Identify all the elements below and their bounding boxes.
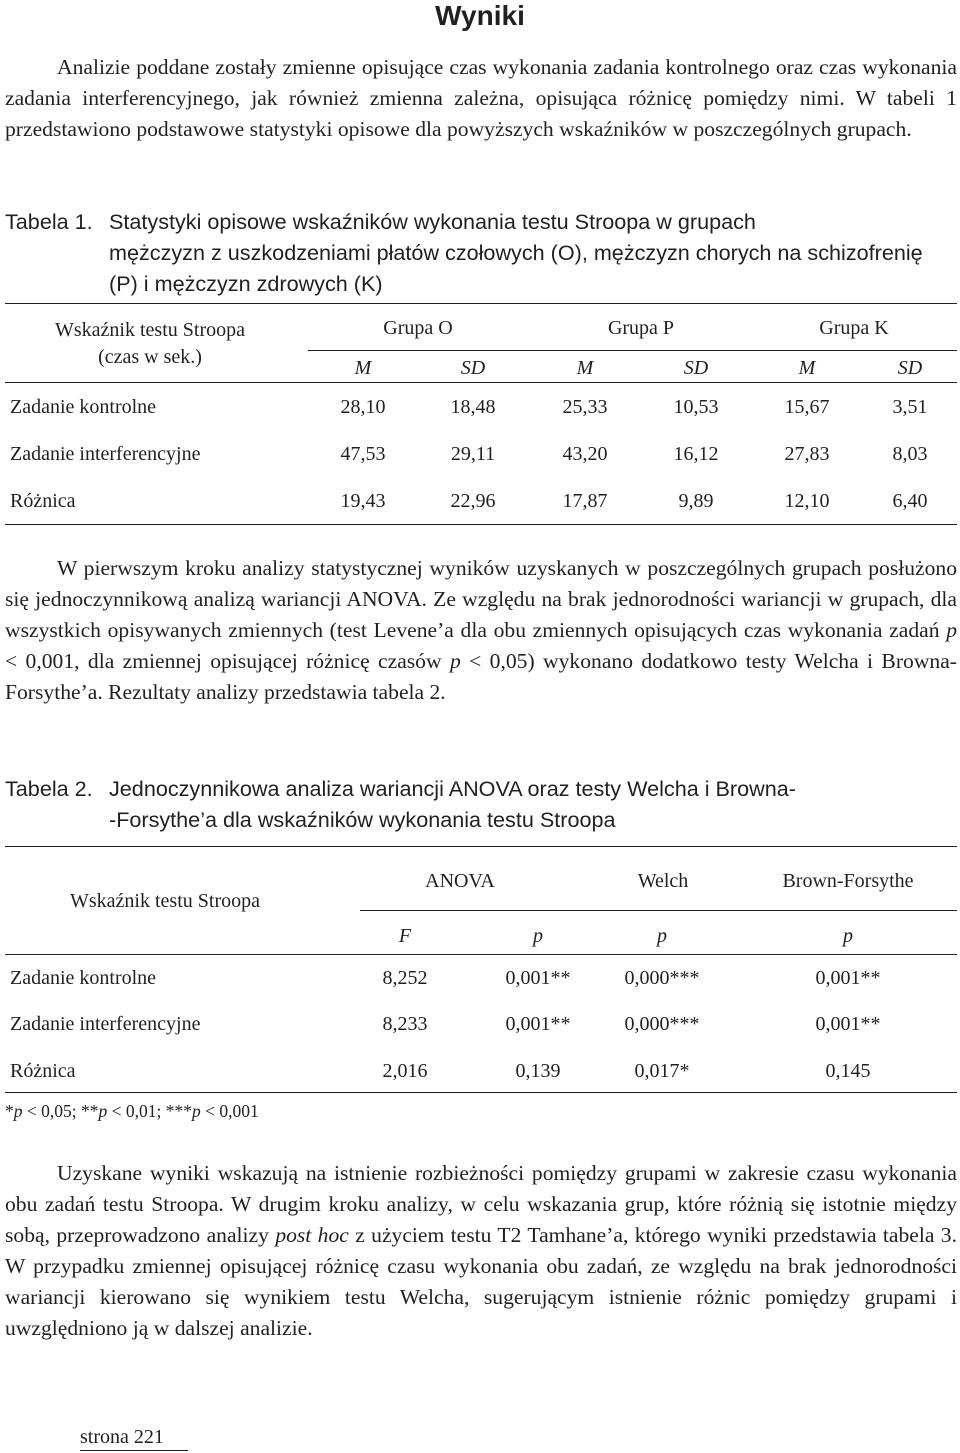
table1-cell: 8,03 xyxy=(892,443,928,465)
table1-col-header: SD xyxy=(683,357,709,379)
table1-cell: 3,51 xyxy=(892,396,928,418)
table1-cell: 28,10 xyxy=(340,396,386,418)
table1-cell: 29,11 xyxy=(450,443,496,465)
table2-caption-continuation: -Forsythe’a dla wskaźników wykonania testu Stroopa xyxy=(109,807,616,832)
table1-header-rule xyxy=(5,382,957,383)
table2-cell: 0,000*** xyxy=(624,1013,700,1035)
table1-group-p-header: Grupa P xyxy=(607,317,675,339)
table2-row-label: Różnica xyxy=(10,1060,76,1082)
paragraph-post-hoc: Uzyskane wyniki wskazują na istnienie rozbieżności pomiędzy grupami w zakresie czasu wykonania obu zadań testu Stroopa. W drugim kroku analizy, w celu wskazania grup, które różnią się istotnie między sobą, przeprowadzono analizy post hoc z użyciem testu T2 Tamhane’a, którego wyniki przedstawia tabela 3. W przypadku zmiennej opisującej różnicę czasu wykonania obu zadań, ze względu na brak jednorodności wariancji kierowano się wynikiem testu Welcha, sugerującym istnienie różnic pomiędzy grupami i uwzględniono ją w dalszej analizie. xyxy=(5,1161,957,1340)
table2-brown-forsythe-header: Brown-Forsythe xyxy=(782,870,914,892)
table2-row-label: Zadanie interferencyjne xyxy=(10,1013,201,1035)
table1-caption-continuation: mężczyzn z uszkodzeniami płatów czołowych (O), mężczyzn chorych na schizofrenię (P) i mężczyzn zdrowych (K) xyxy=(109,240,923,296)
table2-caption xyxy=(5,773,957,835)
table1-caption-label: Tabela 1. xyxy=(5,209,93,234)
table2-cell: 0,001** xyxy=(815,1013,881,1035)
table1-stub-header: Wskaźnik testu Stroopa xyxy=(55,319,245,341)
table2-bottom-rule xyxy=(5,1092,957,1093)
table1-cell: 10,53 xyxy=(673,396,719,418)
table1-cell: 17,87 xyxy=(562,490,608,512)
table1-caption xyxy=(5,206,957,299)
table1-col-header: SD xyxy=(897,357,923,379)
table1-bottom-rule xyxy=(5,524,957,525)
table2-col-header: F xyxy=(398,925,412,947)
table1-cell: 9,89 xyxy=(678,490,714,512)
table2-test-rule xyxy=(360,910,957,911)
table2-caption-label: Tabela 2. xyxy=(5,776,93,801)
table1-col-header: M xyxy=(576,357,594,379)
table1-cell: 6,40 xyxy=(892,490,928,512)
table2-anova-header: ANOVA xyxy=(425,870,495,892)
section-heading: Wyniki xyxy=(435,0,525,31)
table1-col-header: SD xyxy=(460,357,486,379)
table2-col-header: p xyxy=(657,925,667,947)
table2-cell: 0,145 xyxy=(825,1060,871,1082)
table1-row-label: Zadanie interferencyjne xyxy=(10,443,201,465)
table1-cell: 47,53 xyxy=(340,443,386,465)
table1-top-rule xyxy=(5,303,957,304)
table2-caption-title: Jednoczynnikowa analiza wariancji ANOVA oraz testy Welcha i Browna- xyxy=(109,776,796,801)
table1-group-k-header: Grupa K xyxy=(819,317,889,339)
table2-header-rule xyxy=(5,954,957,955)
table1-col-header: M xyxy=(354,357,372,379)
table2-cell: 8,233 xyxy=(382,1013,428,1035)
table2-cell: 8,252 xyxy=(382,967,428,989)
table2-cell: 0,000*** xyxy=(624,967,700,989)
paragraph-intro: Analizie poddane zostały zmienne opisujące czas wykonania zadania kontrolnego oraz czas wykonania zadania interferencyjnego, jak również zmienna zależna, opisująca różnicę pomiędzy nimi. W tabeli 1 przedstawiono podstawowe statystyki opisowe dla powyższych wskaźników w poszczególnych grupach. xyxy=(5,55,957,141)
table1-cell: 43,20 xyxy=(562,443,608,465)
table1-cell: 27,83 xyxy=(784,443,830,465)
page-number: strona 221 xyxy=(80,1426,164,1448)
table1-cell: 16,12 xyxy=(673,443,719,465)
table1-row-label: Różnica xyxy=(10,490,76,512)
table1-cell: 19,43 xyxy=(340,490,386,512)
table2-cell: 0,001** xyxy=(505,967,571,989)
table2-col-header: p xyxy=(843,925,853,947)
table1-cell: 22,96 xyxy=(450,490,496,512)
table1-group-o-header: Grupa O xyxy=(383,317,453,339)
table2-welch-header: Welch xyxy=(637,870,689,892)
paragraph-anova: W pierwszym kroku analizy statystycznej wyników uzyskanych w poszczególnych grupach posłużono się jednoczynnikową analizą wariancji ANOVA. Ze względu na brak jednorodności wariancji w grupach, dla wszystkich opisywanych zmiennych (test Levene’a dla obu zmiennych opisujących czas wykonania zadań p < 0,001, dla zmiennej opisującej różnicę czasów p < 0,05) wykonano dodatkowo testy Welcha i Browna-Forsythe’a. Rezultaty analizy przedstawia tabela 2. xyxy=(5,556,957,704)
table2-significance-note: *p < 0,05; **p < 0,01; ***p < 0,001 xyxy=(5,1101,259,1121)
table1-stub-header-unit: (czas w sek.) xyxy=(98,346,202,368)
table2-cell: 0,001** xyxy=(505,1013,571,1035)
table2-cell: 0,017* xyxy=(634,1060,690,1082)
table1-col-header: M xyxy=(798,357,816,379)
table1-group-rule xyxy=(308,350,957,351)
table2-cell: 0,001** xyxy=(815,967,881,989)
page-number-underline xyxy=(80,1450,188,1451)
table1-cell: 12,10 xyxy=(784,490,830,512)
table1-caption-title: Statystyki opisowe wskaźników wykonania testu Stroopa w grupach xyxy=(109,209,756,234)
table2-cell: 2,016 xyxy=(382,1060,428,1082)
table1-row-label: Zadanie kontrolne xyxy=(10,396,157,418)
table1-cell: 15,67 xyxy=(784,396,830,418)
table1-cell: 18,48 xyxy=(450,396,496,418)
table1-cell: 25,33 xyxy=(562,396,608,418)
table2-top-rule xyxy=(5,846,957,847)
table2-stub-header: Wskaźnik testu Stroopa xyxy=(70,890,260,912)
table2-cell: 0,139 xyxy=(515,1060,561,1082)
table2-row-label: Zadanie kontrolne xyxy=(10,967,157,989)
table2-col-header: p xyxy=(533,925,543,947)
